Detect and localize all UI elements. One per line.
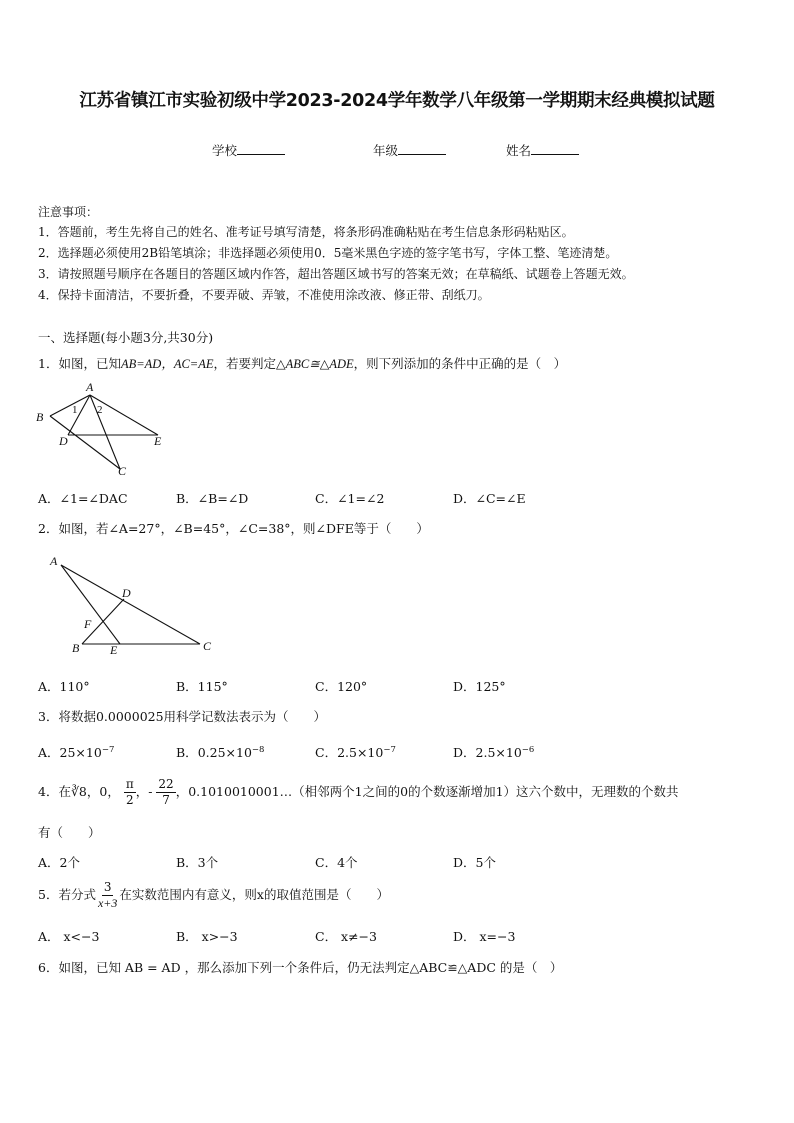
q1-label-B: B bbox=[36, 410, 44, 424]
q1-label-E: E bbox=[154, 434, 162, 448]
grade-label: 年级 bbox=[373, 143, 399, 158]
notice-item: 1．答题前，考生先将自己的姓名、准考证号填写清楚，将条形码准确粘贴在考生信息条形码粘贴区。 bbox=[38, 225, 574, 239]
q2-option-d[interactable]: D．125° bbox=[453, 679, 506, 694]
question-5-stem: 5．若分式 $\frac{3}{x+3}$ 在实数范围内有意义，则x的取值范围是（ ） bbox=[38, 880, 389, 910]
exam-title: 江苏省镇江市实验初级中学2023-2024学年数学八年级第一学期期末经典模拟试题 bbox=[79, 91, 715, 111]
q1-option-d[interactable]: D．∠C=∠E bbox=[453, 491, 526, 506]
q3-option-a[interactable]: A．$25\times 10^{-7}$ bbox=[38, 744, 115, 760]
q1-angle-1: 1 bbox=[72, 404, 78, 416]
question-4-stem: 4．在∛8，0， $\frac{\pi}{2}$ ，- $\frac{22}{7}$ ，0.1010010001…（相邻两个1之间的0的个数逐渐增加1）这六个数中，无理数的个数共 bbox=[38, 777, 679, 807]
q5-option-b[interactable]: B． x>−3 bbox=[176, 929, 238, 944]
notice-item: 2．选择题必须使用2B铅笔填涂；非选择题必须使用0．5毫米黑色字迹的签字笔书写，字体工整、笔迹清楚。 bbox=[38, 246, 618, 260]
fraction-22-over-7: $\frac{22}{7}$ bbox=[158, 777, 174, 807]
q4-option-b[interactable]: B．3个 bbox=[176, 855, 219, 870]
q1-option-a[interactable]: A．∠1=∠DAC bbox=[38, 491, 128, 506]
q1-label-D: D bbox=[59, 434, 68, 448]
q1-congruence: △ABC≅△ADE bbox=[276, 357, 354, 371]
q4-option-c[interactable]: C．4个 bbox=[315, 855, 358, 870]
fraction-pi-over-2: $\frac{\pi}{2}$ bbox=[125, 777, 134, 807]
grade-blank[interactable] bbox=[398, 142, 446, 155]
name-label: 姓名 bbox=[506, 143, 532, 158]
q1-option-c[interactable]: C．∠1=∠2 bbox=[315, 491, 385, 506]
school-blank[interactable] bbox=[237, 142, 285, 155]
q2-option-b[interactable]: B．115° bbox=[176, 679, 228, 694]
q2-triangle-figure bbox=[40, 550, 220, 660]
section-title: 一、选择题(每小题3分,共30分) bbox=[38, 330, 214, 345]
q4-option-a[interactable]: A．2个 bbox=[38, 855, 80, 870]
q2-label-A: A bbox=[50, 554, 58, 568]
q2-option-c[interactable]: C．120° bbox=[315, 679, 368, 694]
q2-label-F: F bbox=[84, 617, 92, 631]
q3-option-b[interactable]: B．$0.25\times 10^{-8}$ bbox=[176, 744, 265, 760]
notice-title: 注意事项： bbox=[38, 205, 99, 219]
school-field[interactable] bbox=[212, 141, 285, 159]
name-field[interactable] bbox=[506, 141, 579, 159]
cube-root-8: ∛8 bbox=[70, 784, 87, 799]
q3-option-d[interactable]: D．$2.5\times 10^{-6}$ bbox=[453, 744, 535, 760]
q5-option-d[interactable]: D． x=−3 bbox=[453, 929, 516, 944]
q2-label-D: D bbox=[122, 586, 131, 600]
question-2-stem: 2．如图，若∠A=27°，∠B=45°，∠C=38°，则∠DFE等于（ ） bbox=[38, 521, 429, 536]
grade-field[interactable] bbox=[373, 141, 446, 159]
q1-triangle-figure bbox=[32, 378, 182, 478]
q5-option-a[interactable]: A． x<−3 bbox=[38, 929, 100, 944]
q2-label-C: C bbox=[203, 639, 212, 653]
fraction-3-over-x-plus-3: $\frac{3}{x+3}$ bbox=[97, 880, 118, 910]
question-1-stem: 1．如图，已知AB=AD，AC=AE，若要判定△ABC≅△ADE，则下列添加的条件中正确的是（ ） bbox=[38, 356, 567, 371]
question-4-line2: 有（ ） bbox=[38, 825, 101, 840]
q1-condition: AB=AD，AC=AE bbox=[120, 357, 214, 371]
q3-option-c[interactable]: C．$2.5\times 10^{-7}$ bbox=[315, 744, 396, 760]
q5-option-c[interactable]: C． x≠−3 bbox=[315, 929, 377, 944]
question-6-stem: 6．如图，已知 AB = AD ，那么添加下列一个条件后，仍无法判定△ABC≌△ADC 的是（ ） bbox=[38, 960, 563, 975]
school-label: 学校 bbox=[212, 143, 238, 158]
q1-angle-2: 2 bbox=[97, 404, 103, 416]
question-3-stem: 3．将数据0.0000025用科学记数法表示为（ ） bbox=[38, 709, 327, 724]
q2-label-E: E bbox=[110, 643, 118, 657]
q1-option-b[interactable]: B．∠B=∠D bbox=[176, 491, 249, 506]
name-blank[interactable] bbox=[531, 142, 579, 155]
q4-option-d[interactable]: D．5个 bbox=[453, 855, 496, 870]
notice-item: 4．保持卡面清洁，不要折叠，不要弄破、弄皱，不准使用涂改液、修正带、刮纸刀。 bbox=[38, 288, 490, 302]
q2-label-B: B bbox=[72, 641, 80, 655]
q1-label-A: A bbox=[86, 380, 94, 394]
q1-label-C: C bbox=[118, 464, 127, 478]
notice-item: 3．请按照题号顺序在各题目的答题区域内作答，超出答题区域书写的答案无效；在草稿纸、试题卷上答题无效。 bbox=[38, 267, 634, 281]
q2-option-a[interactable]: A．110° bbox=[38, 679, 90, 694]
